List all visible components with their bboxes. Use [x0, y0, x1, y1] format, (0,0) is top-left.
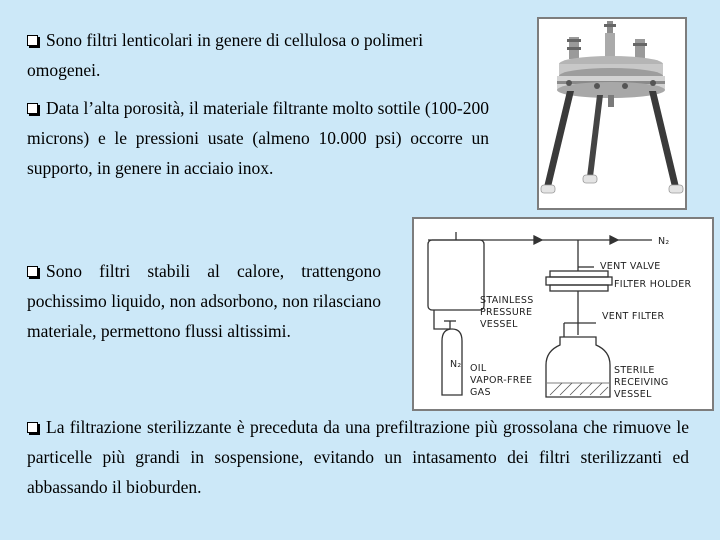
paragraph-text: Data l’alta porosità, il materiale filtrante molto sottile (100-200 microns) e le pressioni usate (almeno 10.000 psi) occorre un supporto, in genere in acciaio inox. — [27, 98, 489, 178]
label-oil-1: OIL — [470, 363, 487, 374]
paragraph-porosity-support — [27, 93, 489, 183]
label-stainless-2: PRESSURE — [480, 307, 533, 318]
filter-holder-photo — [537, 17, 687, 210]
label-stainless-3: VESSEL — [480, 319, 518, 330]
label-n2-gas: N₂ — [450, 359, 462, 370]
paragraph-lenticular-filters — [27, 25, 497, 85]
paragraph-text: Sono filtri lenticolari in genere di cellulosa o polimeri omogenei. — [27, 30, 424, 80]
label-stainless-1: STAINLESS — [480, 295, 534, 306]
label-n2-top: N₂ — [658, 236, 670, 247]
label-vent-filter: VENT FILTER — [602, 311, 665, 322]
checkbox-bullet-icon — [27, 422, 38, 433]
label-filter-holder: FILTER HOLDER — [614, 279, 692, 290]
filtration-schematic-drawing — [414, 219, 712, 409]
checkbox-bullet-icon — [27, 266, 38, 277]
paragraph-text: La filtrazione sterilizzante è preceduta da una prefiltrazione più grossolana che rimuove le particelle più grandi in sospensione, evitando un intasamento dei filtri sterilizzanti ed abbassando il bioburden. — [27, 417, 689, 497]
paragraph-prefiltration — [27, 412, 689, 502]
label-sterile-3: VESSEL — [614, 389, 652, 400]
paragraph-text: Sono filtri stabili al calore, trattengono pochissimo liquido, non adsorbono, non rilasciano materiale, permettono flussi altissimi. — [27, 261, 381, 341]
checkbox-bullet-icon — [27, 35, 38, 46]
label-sterile-2: RECEIVING — [614, 377, 669, 388]
label-oil-2: VAPOR-FREE — [470, 375, 533, 386]
filter-holder-illustration — [539, 19, 685, 208]
label-vent-valve: VENT VALVE — [600, 261, 661, 272]
paragraph-filter-properties — [27, 256, 381, 346]
label-oil-3: GAS — [470, 387, 491, 398]
filtration-schematic — [412, 217, 714, 411]
label-sterile-1: STERILE — [614, 365, 655, 376]
checkbox-bullet-icon — [27, 103, 38, 114]
